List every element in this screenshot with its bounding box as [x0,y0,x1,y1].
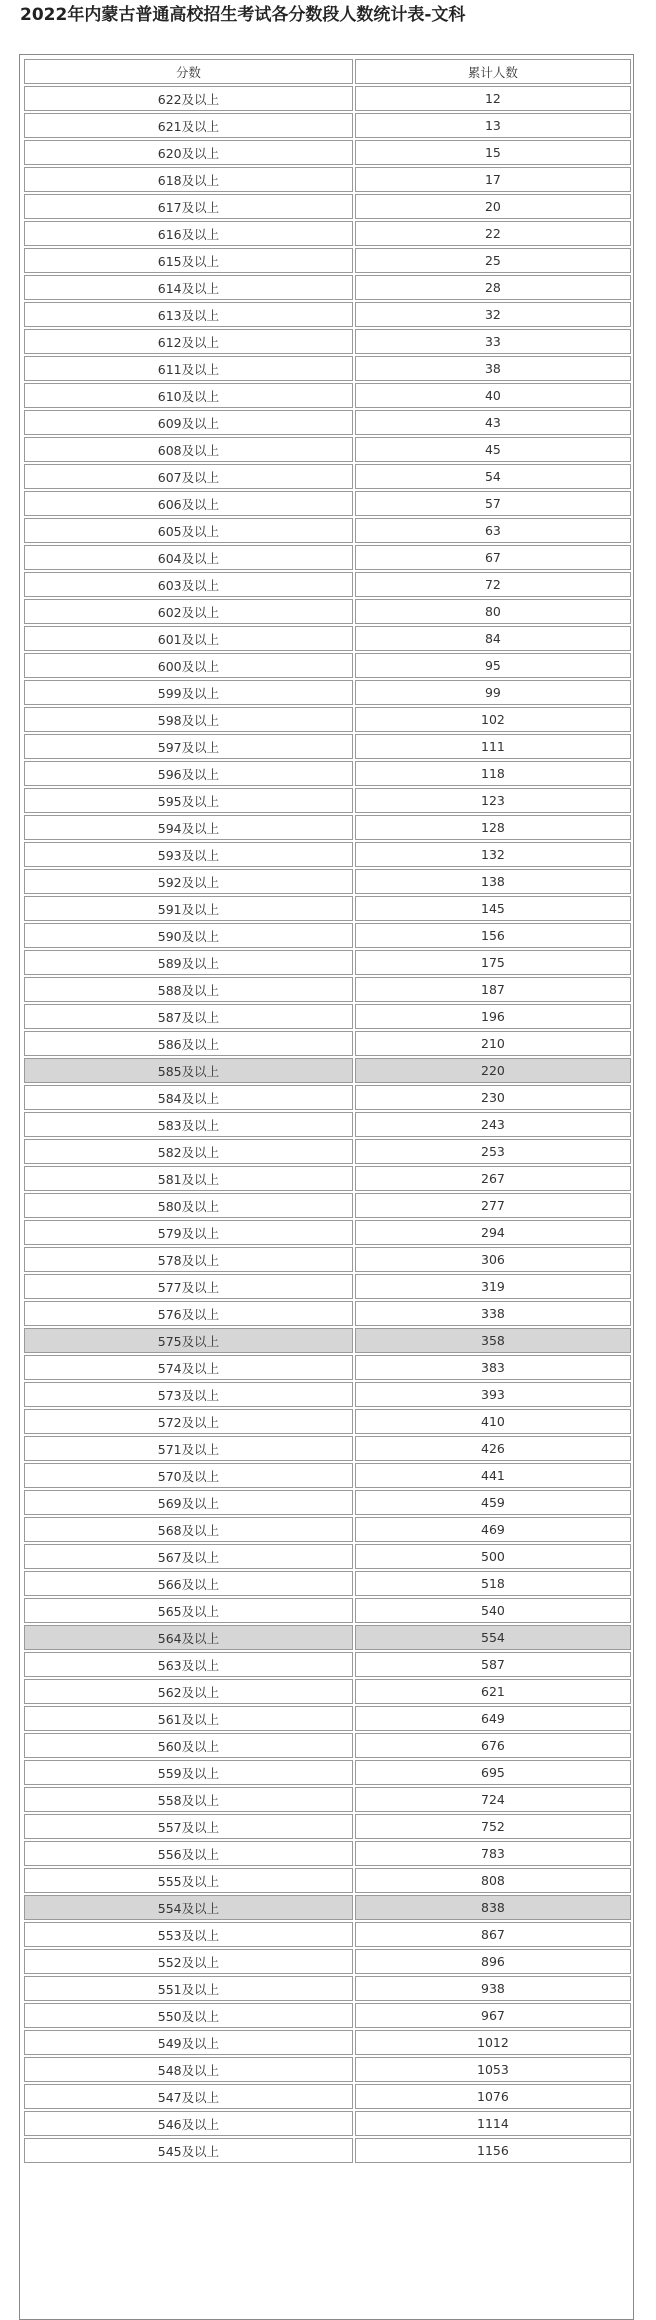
cumulative-count-cell: 724 [355,1787,631,1812]
table-row [24,1652,631,1677]
table-row [24,248,631,273]
cumulative-count-cell: 72 [355,572,631,597]
score-cell: 610及以上 [24,383,353,408]
score-cell: 568及以上 [24,1517,353,1542]
cumulative-count-cell: 518 [355,1571,631,1596]
score-cell: 583及以上 [24,1112,353,1137]
cumulative-count-cell: 621 [355,1679,631,1704]
cumulative-count-cell: 393 [355,1382,631,1407]
table-row [24,1976,631,2001]
score-cell: 590及以上 [24,923,353,948]
table-row [24,167,631,192]
cumulative-count-cell: 12 [355,86,631,111]
cumulative-count-cell: 128 [355,815,631,840]
cumulative-count-cell: 67 [355,545,631,570]
table-row [24,410,631,435]
table-row [24,1571,631,1596]
score-cell: 563及以上 [24,1652,353,1677]
score-cell: 595及以上 [24,788,353,813]
score-cell: 612及以上 [24,329,353,354]
score-cell: 562及以上 [24,1679,353,1704]
score-cell: 585及以上 [24,1058,353,1083]
table-row [24,1868,631,1893]
table-row [24,950,631,975]
table-row [24,1004,631,1029]
score-cell: 617及以上 [24,194,353,219]
cumulative-count-cell: 13 [355,113,631,138]
cumulative-count-cell: 102 [355,707,631,732]
cumulative-count-cell: 838 [355,1895,631,1920]
score-cell: 589及以上 [24,950,353,975]
table-row [24,680,631,705]
score-cell: 548及以上 [24,2057,353,2082]
score-cell: 566及以上 [24,1571,353,1596]
cumulative-count-cell: 43 [355,410,631,435]
table-row [24,1760,631,1785]
table-row [24,194,631,219]
table-row [24,653,631,678]
score-cell: 607及以上 [24,464,353,489]
table-row [24,1544,631,1569]
table-row [24,1625,631,1650]
score-cell: 603及以上 [24,572,353,597]
cumulative-count-cell: 587 [355,1652,631,1677]
table-row [24,464,631,489]
cumulative-count-cell: 867 [355,1922,631,1947]
score-cell: 597及以上 [24,734,353,759]
cumulative-count-cell: 28 [355,275,631,300]
table-row [24,1274,631,1299]
table-row [24,1787,631,1812]
table-row [24,1517,631,1542]
score-cell: 559及以上 [24,1760,353,1785]
score-cell: 577及以上 [24,1274,353,1299]
cumulative-count-cell: 220 [355,1058,631,1083]
table-row [24,1409,631,1434]
cumulative-count-cell: 25 [355,248,631,273]
score-cell: 613及以上 [24,302,353,327]
table-row [24,356,631,381]
score-cell: 552及以上 [24,1949,353,1974]
score-cell: 606及以上 [24,491,353,516]
cumulative-count-cell: 95 [355,653,631,678]
cumulative-count-cell: 243 [355,1112,631,1137]
cumulative-count-cell: 500 [355,1544,631,1569]
score-cell: 580及以上 [24,1193,353,1218]
cumulative-count-cell: 63 [355,518,631,543]
cumulative-count-cell: 17 [355,167,631,192]
score-cell: 558及以上 [24,1787,353,1812]
table-row [24,1031,631,1056]
table-row [24,86,631,111]
cumulative-count-cell: 118 [355,761,631,786]
header-score: 分数 [24,59,353,84]
score-cell: 594及以上 [24,815,353,840]
table-row [24,1598,631,1623]
cumulative-count-cell: 45 [355,437,631,462]
cumulative-count-cell: 967 [355,2003,631,2028]
score-cell: 546及以上 [24,2111,353,2136]
cumulative-count-cell: 57 [355,491,631,516]
score-cell: 582及以上 [24,1139,353,1164]
score-cell: 602及以上 [24,599,353,624]
score-cell: 565及以上 [24,1598,353,1623]
table-row [24,1058,631,1083]
table-row [24,1490,631,1515]
score-cell: 550及以上 [24,2003,353,2028]
cumulative-count-cell: 145 [355,896,631,921]
cumulative-count-cell: 469 [355,1517,631,1542]
table-row [24,626,631,651]
table-row [24,275,631,300]
score-cell: 599及以上 [24,680,353,705]
score-cell: 569及以上 [24,1490,353,1515]
table-row [24,1895,631,1920]
score-cell: 598及以上 [24,707,353,732]
cumulative-count-cell: 40 [355,383,631,408]
table-row [24,869,631,894]
score-table-container [19,54,634,2320]
table-row [24,1085,631,1110]
cumulative-count-cell: 187 [355,977,631,1002]
score-cell: 555及以上 [24,1868,353,1893]
page-title: 2022年内蒙古普通高校招生考试各分数段人数统计表-文科 [20,5,466,25]
cumulative-count-cell: 554 [355,1625,631,1650]
score-cell: 557及以上 [24,1814,353,1839]
cumulative-count-cell: 84 [355,626,631,651]
table-row [24,2111,631,2136]
table-row [24,815,631,840]
table-row [24,923,631,948]
cumulative-count-cell: 123 [355,788,631,813]
score-cell: 620及以上 [24,140,353,165]
table-row [24,761,631,786]
cumulative-count-cell: 38 [355,356,631,381]
score-cell: 621及以上 [24,113,353,138]
table-row [24,221,631,246]
table-row [24,2138,631,2163]
table-row [24,1949,631,1974]
score-cell: 604及以上 [24,545,353,570]
score-cell: 554及以上 [24,1895,353,1920]
cumulative-count-cell: 196 [355,1004,631,1029]
table-row [24,491,631,516]
score-cell: 574及以上 [24,1355,353,1380]
table-row [24,1841,631,1866]
table-row [24,1355,631,1380]
score-cell: 573及以上 [24,1382,353,1407]
score-cell: 567及以上 [24,1544,353,1569]
table-row [24,1166,631,1191]
table-row [24,734,631,759]
header-cumulative-count: 累计人数 [355,59,631,84]
cumulative-count-cell: 156 [355,923,631,948]
score-cell: 615及以上 [24,248,353,273]
cumulative-count-cell: 277 [355,1193,631,1218]
score-cell: 608及以上 [24,437,353,462]
score-cell: 551及以上 [24,1976,353,2001]
score-cell: 611及以上 [24,356,353,381]
score-cell: 588及以上 [24,977,353,1002]
cumulative-count-cell: 99 [355,680,631,705]
cumulative-count-cell: 33 [355,329,631,354]
score-cell: 600及以上 [24,653,353,678]
table-row [24,1247,631,1272]
cumulative-count-cell: 358 [355,1328,631,1353]
score-cell: 572及以上 [24,1409,353,1434]
table-header-row [24,59,631,84]
cumulative-count-cell: 649 [355,1706,631,1731]
table-row [24,2003,631,2028]
score-cell: 605及以上 [24,518,353,543]
table-row [24,896,631,921]
score-cell: 609及以上 [24,410,353,435]
score-cell: 581及以上 [24,1166,353,1191]
cumulative-count-cell: 1114 [355,2111,631,2136]
table-row [24,977,631,1002]
table-row [24,572,631,597]
table-row [24,383,631,408]
cumulative-count-cell: 783 [355,1841,631,1866]
table-row [24,302,631,327]
cumulative-count-cell: 695 [355,1760,631,1785]
score-cell: 591及以上 [24,896,353,921]
cumulative-count-cell: 383 [355,1355,631,1380]
table-row [24,329,631,354]
score-cell: 618及以上 [24,167,353,192]
cumulative-count-cell: 230 [355,1085,631,1110]
cumulative-count-cell: 1012 [355,2030,631,2055]
table-row [24,2084,631,2109]
table-row [24,842,631,867]
table-row [24,140,631,165]
cumulative-count-cell: 459 [355,1490,631,1515]
table-row [24,1301,631,1326]
cumulative-count-cell: 306 [355,1247,631,1272]
score-cell: 614及以上 [24,275,353,300]
cumulative-count-cell: 175 [355,950,631,975]
table-row [24,1112,631,1137]
cumulative-count-cell: 540 [355,1598,631,1623]
score-cell: 596及以上 [24,761,353,786]
table-row [24,1193,631,1218]
table-row [24,707,631,732]
cumulative-count-cell: 20 [355,194,631,219]
cumulative-count-cell: 80 [355,599,631,624]
table-row [24,1463,631,1488]
cumulative-count-cell: 426 [355,1436,631,1461]
table-row [24,599,631,624]
cumulative-count-cell: 338 [355,1301,631,1326]
score-cell: 601及以上 [24,626,353,651]
table-row [24,1922,631,1947]
table-row [24,788,631,813]
cumulative-count-cell: 267 [355,1166,631,1191]
cumulative-count-cell: 441 [355,1463,631,1488]
score-cell: 549及以上 [24,2030,353,2055]
cumulative-count-cell: 896 [355,1949,631,1974]
cumulative-count-cell: 111 [355,734,631,759]
score-cell: 576及以上 [24,1301,353,1326]
table-row [24,1382,631,1407]
cumulative-count-cell: 253 [355,1139,631,1164]
table-row [24,437,631,462]
table-row [24,518,631,543]
table-body [24,86,631,2163]
score-table [22,57,633,2165]
table-row [24,1679,631,1704]
cumulative-count-cell: 1053 [355,2057,631,2082]
score-cell: 560及以上 [24,1733,353,1758]
table-row [24,1436,631,1461]
cumulative-count-cell: 752 [355,1814,631,1839]
cumulative-count-cell: 410 [355,1409,631,1434]
table-row [24,2057,631,2082]
score-cell: 564及以上 [24,1625,353,1650]
cumulative-count-cell: 15 [355,140,631,165]
cumulative-count-cell: 294 [355,1220,631,1245]
table-row [24,1733,631,1758]
cumulative-count-cell: 54 [355,464,631,489]
score-cell: 561及以上 [24,1706,353,1731]
score-cell: 616及以上 [24,221,353,246]
table-row [24,113,631,138]
cumulative-count-cell: 138 [355,869,631,894]
score-cell: 586及以上 [24,1031,353,1056]
table-row [24,1328,631,1353]
cumulative-count-cell: 210 [355,1031,631,1056]
cumulative-count-cell: 676 [355,1733,631,1758]
score-cell: 593及以上 [24,842,353,867]
score-cell: 553及以上 [24,1922,353,1947]
cumulative-count-cell: 132 [355,842,631,867]
cumulative-count-cell: 808 [355,1868,631,1893]
score-cell: 592及以上 [24,869,353,894]
score-cell: 584及以上 [24,1085,353,1110]
score-cell: 579及以上 [24,1220,353,1245]
table-row [24,1706,631,1731]
score-cell: 570及以上 [24,1463,353,1488]
table-row [24,2030,631,2055]
table-row [24,545,631,570]
cumulative-count-cell: 22 [355,221,631,246]
score-cell: 556及以上 [24,1841,353,1866]
cumulative-count-cell: 1076 [355,2084,631,2109]
score-cell: 545及以上 [24,2138,353,2163]
score-cell: 547及以上 [24,2084,353,2109]
score-cell: 578及以上 [24,1247,353,1272]
score-cell: 571及以上 [24,1436,353,1461]
cumulative-count-cell: 938 [355,1976,631,2001]
cumulative-count-cell: 319 [355,1274,631,1299]
cumulative-count-cell: 32 [355,302,631,327]
score-cell: 622及以上 [24,86,353,111]
cumulative-count-cell: 1156 [355,2138,631,2163]
score-cell: 587及以上 [24,1004,353,1029]
table-row [24,1814,631,1839]
table-row [24,1139,631,1164]
score-cell: 575及以上 [24,1328,353,1353]
table-row [24,1220,631,1245]
